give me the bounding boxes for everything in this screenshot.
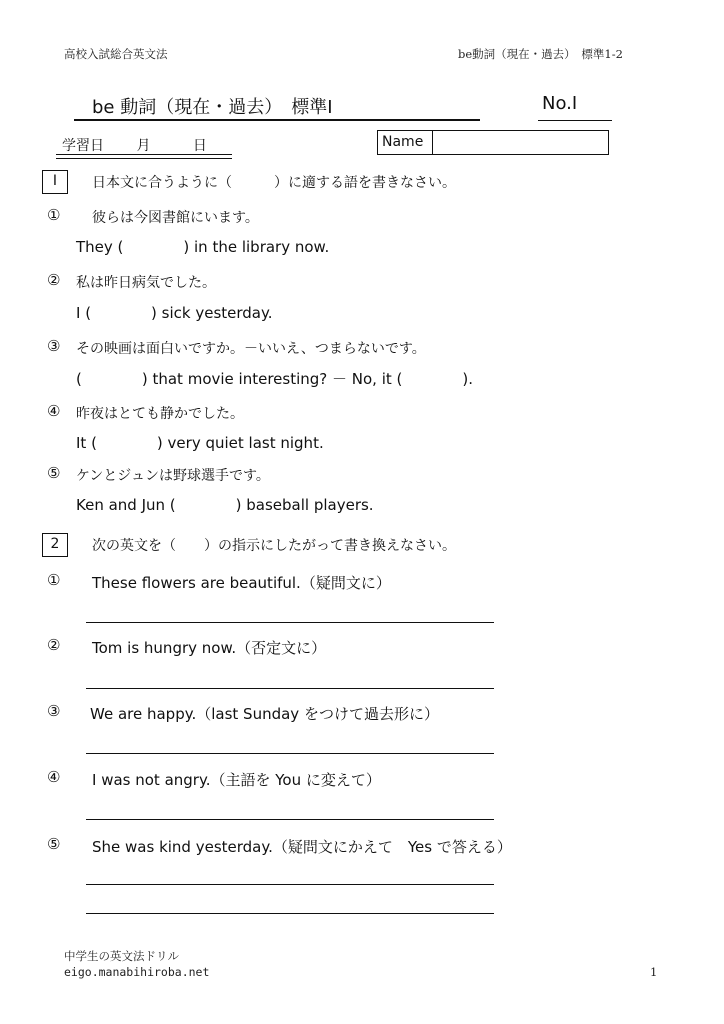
date-underline-double [56, 158, 232, 159]
page-number: 1 [650, 965, 658, 979]
title-underline [74, 119, 480, 121]
section2-number: 2 [42, 533, 68, 557]
name-label: Name [378, 131, 433, 154]
s1-q1-mark: ① [47, 206, 61, 224]
s2-q3-mark: ③ [47, 702, 61, 720]
header-right: be動詞（現在・過去） 標準1-2 [458, 47, 623, 61]
page-title: be 動詞（現在・過去） 標準Ⅰ [92, 97, 333, 118]
s2-q1-text: These flowers are beautiful.（疑問文に） [92, 574, 391, 592]
footer-url[interactable]: eigo.manabihiroba.net [64, 965, 210, 979]
s1-q3-english: ( ) that movie interesting? － No, it ( ). [76, 370, 473, 388]
s1-q1-japanese: 彼らは今図書館にいます。 [92, 210, 259, 226]
s2-q2-mark: ② [47, 636, 61, 654]
s2-q5-text: She was kind yesterday.（疑問文にかえて Yes で答える） [92, 838, 512, 856]
number-underline [538, 120, 612, 121]
section2-instruction: 次の英文を（ ）の指示にしたがって書き換えなさい。 [92, 538, 456, 554]
s1-q2-english: I ( ) sick yesterday. [76, 304, 273, 322]
s2-q3-text: We are happy.（last Sunday をつけて過去形に） [90, 705, 439, 723]
s2-q2-answer-line[interactable] [86, 688, 494, 689]
study-month-label: 月 [136, 138, 151, 154]
footer-title: 中学生の英文法ドリル [64, 949, 179, 963]
s1-q2-mark: ② [47, 271, 61, 289]
s2-q5-answer-line-2[interactable] [86, 913, 494, 914]
s2-q3-answer-line[interactable] [86, 753, 494, 754]
name-field[interactable] [377, 130, 609, 155]
study-date [62, 135, 207, 155]
s1-q3-japanese: その映画は面白いですか。－いいえ、つまらないです。 [76, 341, 426, 357]
sheet-number: No.Ⅰ [542, 93, 578, 114]
header-left: 高校入試総合英文法 [64, 47, 168, 61]
s1-q2-japanese: 私は昨日病気でした。 [76, 275, 216, 291]
section1-number: Ⅰ [42, 170, 68, 194]
s1-q5-japanese: ケンとジュンは野球選手です。 [76, 468, 270, 484]
s1-q5-english: Ken and Jun ( ) baseball players. [76, 496, 374, 514]
s1-q4-english: It ( ) very quiet last night. [76, 434, 324, 452]
s2-q4-answer-line[interactable] [86, 819, 494, 820]
section1-instruction: 日本文に合うように（ ）に適する語を書きなさい。 [92, 175, 456, 191]
study-date-label: 学習日 [62, 138, 104, 154]
s2-q4-mark: ④ [47, 768, 61, 786]
s1-q5-mark: ⑤ [47, 464, 61, 482]
s1-q4-japanese: 昨夜はとても静かでした。 [76, 406, 244, 422]
s2-q4-text: I was not angry.（主語を You に変えて） [92, 771, 381, 789]
study-day-label: 日 [192, 138, 207, 154]
s2-q1-mark: ① [47, 571, 61, 589]
s1-q1-english: They ( ) in the library now. [76, 238, 330, 256]
s2-q5-answer-line[interactable] [86, 884, 494, 885]
s1-q4-mark: ④ [47, 402, 61, 420]
s1-q3-mark: ③ [47, 337, 61, 355]
date-underline [56, 154, 232, 155]
s2-q5-mark: ⑤ [47, 835, 61, 853]
s2-q1-answer-line[interactable] [86, 622, 494, 623]
s2-q2-text: Tom is hungry now.（否定文に） [92, 639, 327, 657]
